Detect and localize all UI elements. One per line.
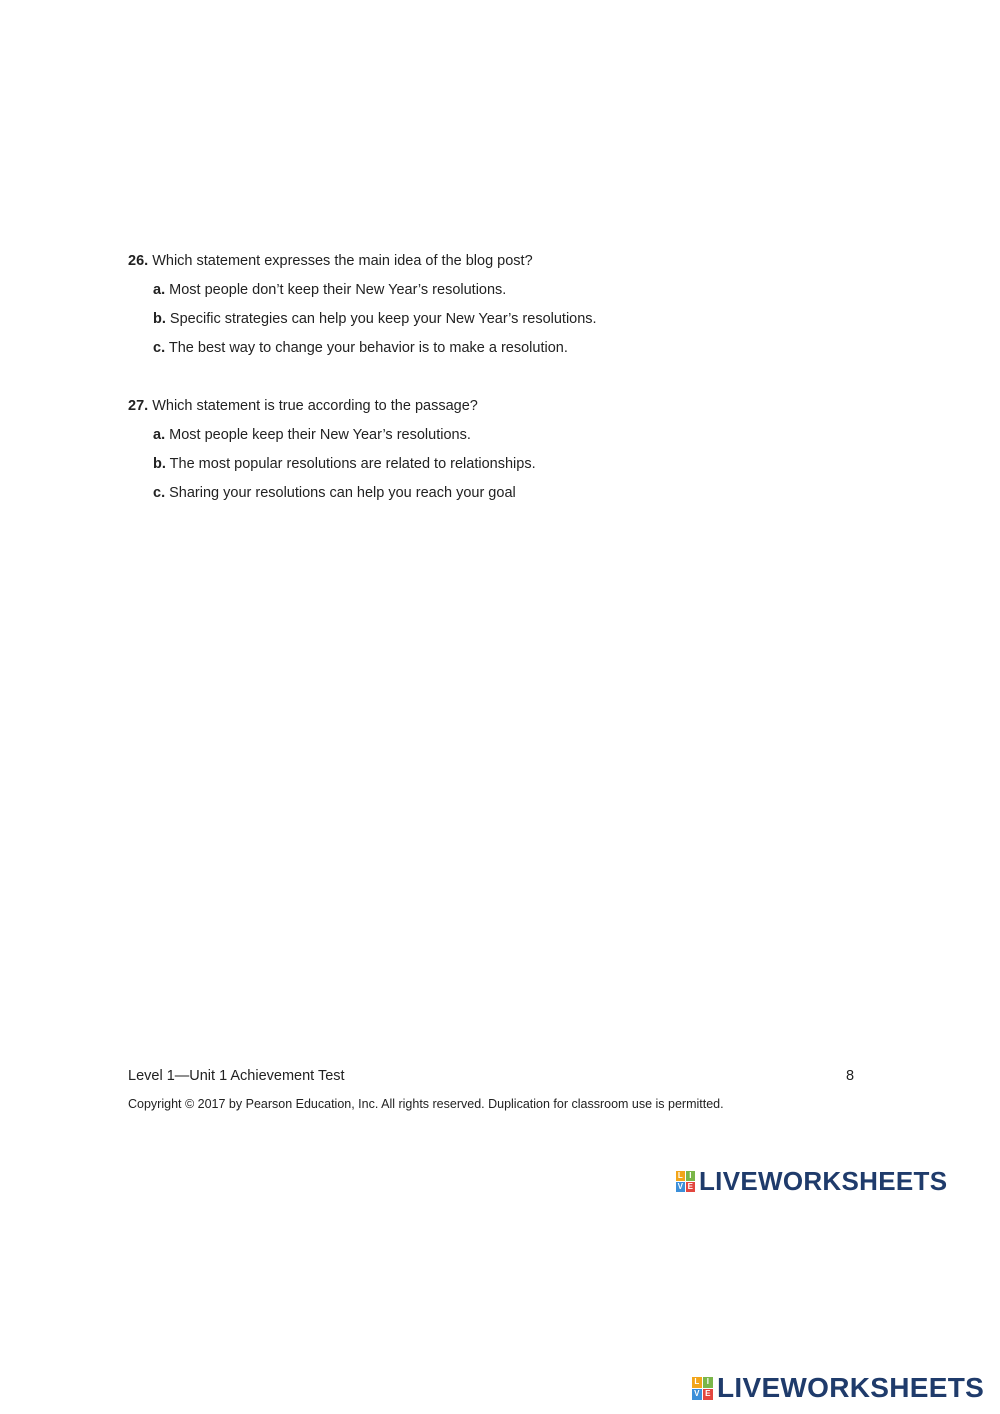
- liveworksheets-logo-text: LIVEWORKSHEETS: [717, 1372, 985, 1403]
- option-letter: a.: [153, 427, 166, 443]
- liveworksheets-logo: [676, 1166, 947, 1197]
- question-number: 26.: [128, 253, 149, 269]
- liveworksheets-logo: [692, 1372, 984, 1404]
- option-text: Most people keep their New Year’s resolutions.: [169, 427, 471, 443]
- answer-option-c[interactable]: [153, 483, 888, 503]
- liveworksheets-logo-icon: [692, 1377, 713, 1400]
- question-number: 27.: [128, 398, 149, 414]
- option-text: Sharing your resolutions can help you reach your goal: [169, 485, 516, 501]
- logo-square: V: [677, 1182, 684, 1191]
- liveworksheets-logo-icon: [676, 1171, 695, 1192]
- logo-square: L: [692, 1377, 702, 1388]
- question-text: Which statement is true according to the passage?: [152, 398, 478, 414]
- option-text: The best way to change your behavior is to make a resolution.: [168, 340, 568, 356]
- option-letter: b.: [153, 456, 166, 472]
- footer-page-number: 8: [846, 1068, 855, 1084]
- answer-options: [128, 425, 888, 503]
- copyright-notice: Copyright © 2017 by Pearson Education, Inc. All rights reserved. Duplication for classroom use is permitted.: [128, 1097, 724, 1111]
- question-26: [128, 251, 888, 367]
- question-27: [128, 396, 888, 512]
- logo-square: I: [703, 1377, 713, 1388]
- option-letter: c.: [153, 485, 166, 501]
- logo-square: V: [692, 1389, 702, 1400]
- option-letter: c.: [153, 340, 166, 356]
- question-stem: [128, 396, 888, 416]
- answer-options: [128, 280, 888, 358]
- answer-option-b[interactable]: [153, 454, 888, 474]
- footer-test-title: Level 1—Unit 1 Achievement Test: [128, 1068, 345, 1084]
- option-text: The most popular resolutions are related to relationships.: [169, 456, 536, 472]
- option-text: Specific strategies can help you keep your New Year’s resolutions.: [169, 311, 597, 327]
- option-text: Most people don’t keep their New Year’s resolutions.: [169, 282, 507, 298]
- option-letter: b.: [153, 311, 166, 327]
- answer-option-a[interactable]: [153, 280, 888, 300]
- question-stem: [128, 251, 888, 271]
- answer-option-a[interactable]: [153, 425, 888, 445]
- question-text: Which statement expresses the main idea of the blog post?: [152, 253, 533, 269]
- answer-option-c[interactable]: [153, 338, 888, 358]
- answer-option-b[interactable]: [153, 309, 888, 329]
- liveworksheets-logo-text: LIVEWORKSHEETS: [699, 1166, 948, 1196]
- logo-square: E: [687, 1182, 694, 1191]
- logo-square: E: [703, 1389, 713, 1400]
- logo-square: L: [677, 1171, 684, 1180]
- option-letter: a.: [153, 282, 166, 298]
- logo-square: I: [686, 1171, 695, 1181]
